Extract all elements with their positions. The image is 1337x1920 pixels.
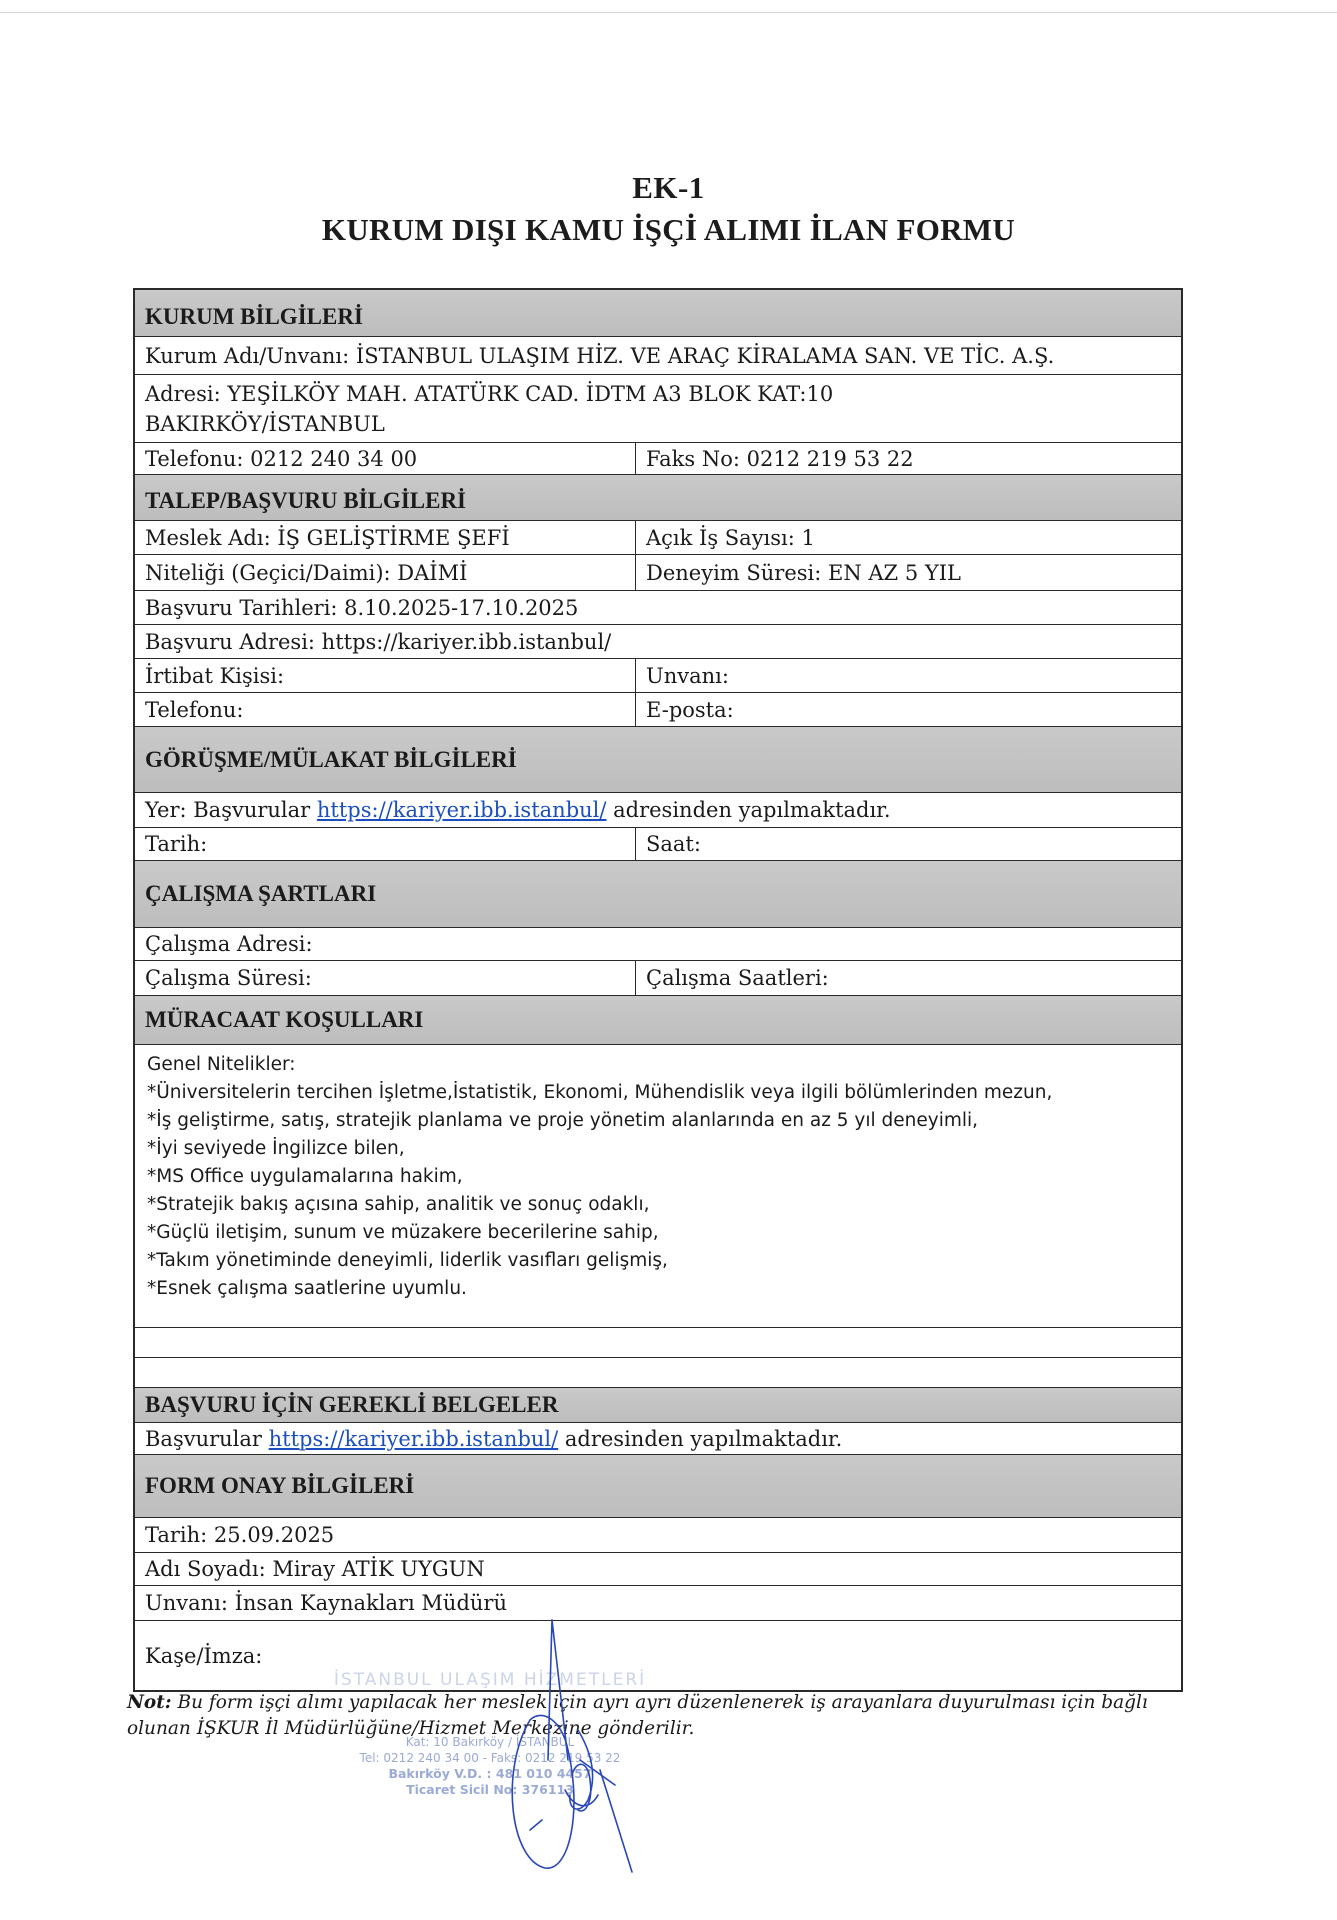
tarih-field: Tarih: <box>135 828 636 860</box>
adresi-field <box>135 375 1181 442</box>
irtibat-kisisi-field: İrtibat Kişisi: <box>135 659 636 692</box>
row-onay-unvani <box>135 1585 1181 1620</box>
kariyer-link[interactable]: https://kariyer.ibb.istanbul/ <box>268 1426 559 1451</box>
onay-unvani-field: Unvanı: İnsan Kaynakları Müdürü <box>145 1591 507 1615</box>
row-tarih-saat <box>135 827 1181 860</box>
list-item: *İyi seviyede İngilizce bilen, <box>147 1138 405 1159</box>
list-item: *Stratejik bakış açısına sahip, analitik ve sonuç odaklı, <box>147 1194 650 1215</box>
calisma-suresi-field: Çalışma Süresi: <box>135 961 636 995</box>
genel-nitelikler-intro: Genel Nitelikler: <box>147 1054 296 1075</box>
adi-soyadi-field: Adı Soyadı: Miray ATİK UYGUN <box>145 1557 485 1581</box>
stamp-line: Tel: 0212 240 34 00 - Faks: 0212 219 53 22 <box>359 1751 621 1765</box>
stamp-title: İSTANBUL ULAŞIM HİZMETLERİ <box>333 1670 647 1690</box>
row-meslek <box>135 520 1181 554</box>
unvani-field: Unvanı: <box>646 663 729 688</box>
kurum-adi-field: Kurum Adı/Unvanı: İSTANBUL ULAŞIM HİZ. VE ARAÇ KİRALAMA SAN. VE TİC. A.Ş. <box>145 343 1055 368</box>
deneyim-suresi-field: Deneyim Süresi: EN AZ 5 YIL <box>646 560 961 585</box>
e-posta-field: E-posta: <box>646 697 734 722</box>
belgeler-suffix: adresinden yapılmaktadır. <box>558 1426 843 1451</box>
list-item: *MS Office uygulamalarına hakim, <box>147 1166 463 1187</box>
belgeler-prefix: Başvurular <box>145 1426 269 1451</box>
section-title: ÇALIŞMA ŞARTLARI <box>145 881 377 906</box>
section-header-talep <box>135 474 1181 520</box>
section-header-muracaat <box>135 995 1181 1044</box>
adresi-line-2: BAKIRKÖY/İSTANBUL <box>145 411 385 436</box>
basvuru-adresi-field: Başvuru Adresi: https://kariyer.ibb.istanbul/ <box>145 629 612 654</box>
yer-prefix: Yer: Başvurular <box>145 798 317 822</box>
section-header-gorusme <box>135 726 1181 792</box>
saat-field: Saat: <box>646 832 701 856</box>
section-title: FORM ONAY BİLGİLERİ <box>145 1473 415 1498</box>
meslek-adi-field: Meslek Adı: İŞ GELİŞTİRME ŞEFİ <box>135 521 636 554</box>
row-adi-soyadi <box>135 1552 1181 1585</box>
section-header-belgeler <box>135 1387 1181 1422</box>
kase-imza-field: Kaşe/İmza: <box>145 1643 263 1668</box>
row-basvuru-adresi <box>135 624 1181 658</box>
niteligi-field: Niteliği (Geçici/Daimi): DAİMİ <box>135 555 636 590</box>
row-irtibat <box>135 658 1181 692</box>
list-item: *Takım yönetiminde deneyimli, liderlik vasıfları gelişmiş, <box>147 1250 668 1271</box>
note-text: Bu form işçi alımı yapılacak her meslek için ayrı ayrı düzenlenerek iş arayanlara duyurulması için bağlı olunan İŞKUR İl Müdürlüğüne/Hizmet Merkezine gönderilir. <box>127 1692 1148 1739</box>
row-empty-2 <box>135 1357 1181 1387</box>
acik-is-sayisi-field: Açık İş Sayısı: 1 <box>646 525 815 550</box>
stamp-line: Bakırköy V.D. : 481 010 4457 <box>388 1766 592 1781</box>
faks-field: Faks No: 0212 219 53 22 <box>646 446 914 471</box>
section-title: MÜRACAAT KOŞULLARI <box>145 1007 424 1032</box>
row-belgeler-text <box>135 1422 1181 1454</box>
empty-cell <box>135 1358 1181 1387</box>
title-form-name: KURUM DIŞI KAMU İŞÇİ ALIMI İLAN FORMU <box>321 212 1016 247</box>
row-niteligi <box>135 554 1181 590</box>
list-item: *Esnek çalışma saatlerine uyumlu. <box>147 1278 467 1299</box>
list-item: *Güçlü iletişim, sunum ve müzakere becerilerine sahip, <box>147 1222 659 1243</box>
row-empty-1 <box>135 1327 1181 1357</box>
telefonu-field: Telefonu: 0212 240 34 00 <box>135 443 636 474</box>
onay-tarih-field: Tarih: 25.09.2025 <box>145 1523 335 1547</box>
footer-note <box>127 1690 1197 1742</box>
ilan-form-table <box>133 288 1183 1692</box>
row-genel-nitelikler <box>135 1044 1181 1327</box>
belgeler-field <box>135 1423 1181 1454</box>
row-calisma-adresi <box>135 927 1181 960</box>
page-top-rule <box>0 12 1337 13</box>
section-header-kurum <box>135 290 1181 336</box>
row-calisma-suresi <box>135 960 1181 995</box>
yer-suffix: adresinden yapılmaktadır. <box>606 798 891 822</box>
document-title <box>0 168 1337 250</box>
row-yer <box>135 792 1181 827</box>
title-ek-1: EK-1 <box>632 170 705 205</box>
section-title: KURUM BİLGİLERİ <box>145 304 363 329</box>
stamp-line: Kat: 10 Bakırköy / İSTANBUL <box>405 1735 575 1749</box>
section-title: GÖRÜŞME/MÜLAKAT BİLGİLERİ <box>145 746 517 772</box>
note-label: Not: <box>127 1692 172 1713</box>
row-onay-tarih <box>135 1517 1181 1552</box>
kariyer-link[interactable]: https://kariyer.ibb.istanbul/ <box>316 798 607 822</box>
list-item: *Üniversitelerin tercihen İşletme,İstatistik, Ekonomi, Mühendislik veya ilgili bölümlerinden mezun, <box>147 1082 1053 1103</box>
calisma-adresi-field: Çalışma Adresi: <box>145 932 313 956</box>
telefonu-field: Telefonu: <box>135 693 636 726</box>
adresi-line-1: Adresi: YEŞİLKÖY MAH. ATATÜRK CAD. İDTM A3 BLOK KAT:10 <box>145 381 834 406</box>
basvuru-tarihleri-field: Başvuru Tarihleri: 8.10.2025-17.10.2025 <box>145 595 579 620</box>
row-iletisim <box>135 692 1181 726</box>
row-telefon-faks <box>135 442 1181 474</box>
row-adresi <box>135 374 1181 442</box>
section-header-form-onay <box>135 1454 1181 1517</box>
calisma-saatleri-field: Çalışma Saatleri: <box>646 966 829 990</box>
section-title: TALEP/BAŞVURU BİLGİLERİ <box>145 488 467 513</box>
yer-field <box>135 793 1181 827</box>
stamp-line: Ticaret Sicil No: 376113 <box>406 1782 574 1797</box>
empty-cell <box>135 1328 1181 1357</box>
list-item: *İş geliştirme, satış, stratejik planlama ve proje yönetim alanlarında en az 5 yıl deneyimli, <box>147 1110 979 1131</box>
genel-nitelikler-list <box>135 1045 1064 1327</box>
section-title: BAŞVURU İÇİN GEREKLİ BELGELER <box>145 1392 559 1417</box>
row-basvuru-tarihleri <box>135 590 1181 624</box>
section-header-calisma <box>135 860 1181 927</box>
row-kurum-adi <box>135 336 1181 374</box>
